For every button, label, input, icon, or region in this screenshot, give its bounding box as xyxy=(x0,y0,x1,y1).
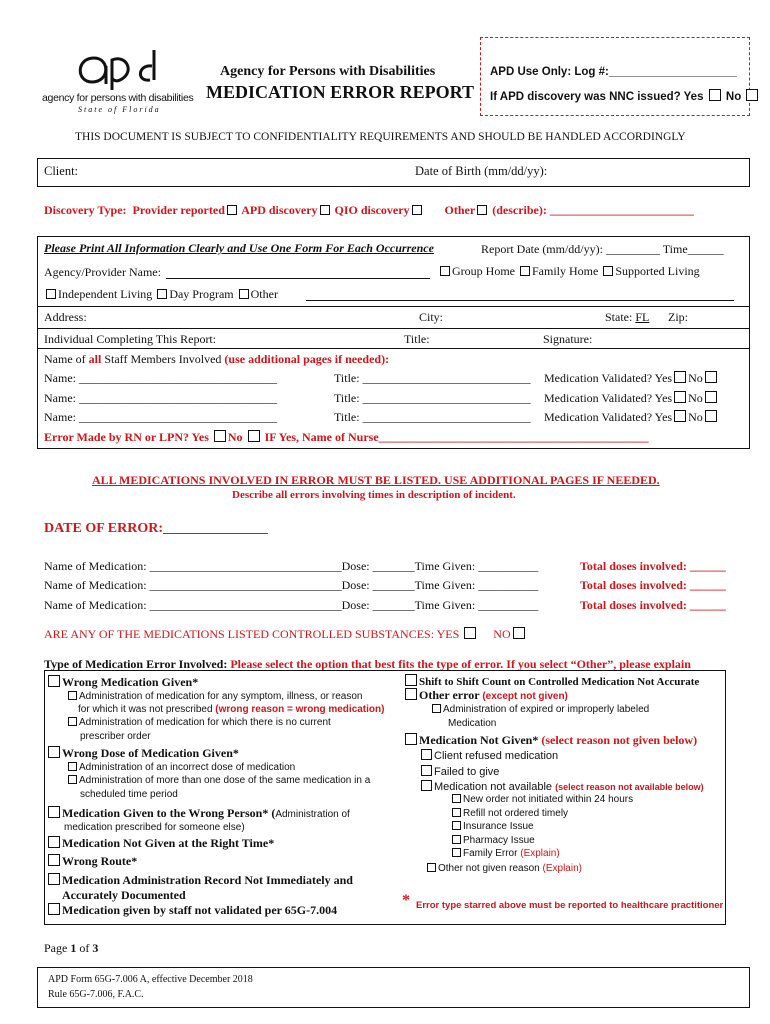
other-reason-option[interactable] xyxy=(427,863,582,874)
wrong-medication-checkbox[interactable] xyxy=(48,675,60,687)
independent-living-label: Independent Living xyxy=(58,287,153,301)
wrong-med-sub2-checkbox[interactable] xyxy=(68,717,77,726)
wrong-dose-sub1[interactable] xyxy=(68,762,295,773)
wrong-med-sub2-text: Administration of medication for which there is no current xyxy=(79,717,331,728)
rule-number: Rule 65G-7.006, F.A.C. xyxy=(48,989,144,1000)
family-error-checkbox[interactable] xyxy=(452,848,461,857)
staff-title-field-2[interactable]: Title: ____________________________ xyxy=(334,391,531,405)
discovery-apd-checkbox[interactable] xyxy=(320,205,330,215)
rn-no-label: No xyxy=(227,430,243,444)
staff-title-field-1[interactable]: Title: ____________________________ xyxy=(334,371,531,385)
medication-time-field[interactable]: Time Given: __________ xyxy=(414,578,539,592)
logo-line1: agency for persons with disabilities xyxy=(42,92,194,104)
medication-name-field[interactable]: Name of Medication: ________________________________ xyxy=(44,578,342,592)
state-value: FL xyxy=(635,310,650,324)
not-validated-label: Medication given by staff not validated per 65G-7.004 xyxy=(62,903,338,917)
staff-validated-3 xyxy=(544,410,719,425)
pharmacy-label: Pharmacy Issue xyxy=(463,835,535,846)
not-available-option[interactable] xyxy=(421,780,704,793)
medication-time-field[interactable]: Time Given: __________ xyxy=(414,598,539,612)
date-of-error[interactable]: DATE OF ERROR:_______________ xyxy=(44,521,268,536)
refused-checkbox[interactable] xyxy=(421,749,432,760)
staff-heading xyxy=(44,352,389,367)
staff-name-field[interactable]: Name: _________________________________ xyxy=(44,371,277,385)
other-setting-label: Other xyxy=(250,287,278,301)
nnc-no-label: No xyxy=(725,91,742,103)
failed-checkbox[interactable] xyxy=(421,765,432,776)
discovery-row xyxy=(44,203,694,218)
client-label[interactable]: Client: xyxy=(44,164,79,178)
group-home-label: Group Home xyxy=(452,264,515,278)
insurance-option[interactable] xyxy=(452,821,534,832)
refill-checkbox[interactable] xyxy=(452,808,461,817)
not-available-red: (select reason not available below) xyxy=(555,782,704,792)
setting-row-2 xyxy=(44,287,278,302)
medication-total-2[interactable]: Total doses involved: ______ xyxy=(580,578,726,592)
logo-line2: State of Florida xyxy=(78,105,161,114)
new-order-label: New order not initiated within 24 hours xyxy=(463,794,634,805)
discovery-label: Discovery Type: xyxy=(44,203,127,217)
medication-row-2 xyxy=(44,578,538,593)
shift-count-label: Shift to Shift Count on Controlled Medication Not Accurate xyxy=(419,676,700,688)
staff-note: (use additional pages if needed): xyxy=(224,352,390,366)
medication-row-1 xyxy=(44,559,538,574)
staff-validated-label: Medication Validated? Yes xyxy=(544,371,673,385)
medication-name-field[interactable]: Name of Medication: ________________________________ xyxy=(44,559,342,573)
family-home-checkbox[interactable] xyxy=(520,266,530,276)
staff-validated-yes-checkbox[interactable] xyxy=(674,371,686,383)
wrong-time-label: Medication Not Given at the Right Time* xyxy=(62,836,275,850)
medication-row-3 xyxy=(44,598,538,613)
wrong-med-sub1-text: Administration of medication for any symptom, illness, or reason xyxy=(79,691,363,702)
controlled-question: ARE ANY OF THE MEDICATIONS LISTED CONTROLLED SUBSTANCES: YES xyxy=(44,627,460,641)
apd-logo-mark xyxy=(40,44,200,92)
medication-dose-field[interactable]: Dose: _______ xyxy=(341,598,415,612)
individual-title-label[interactable]: Title: xyxy=(404,332,430,346)
mar-checkbox[interactable] xyxy=(48,873,60,885)
wrong-dose-sub1-text: Administration of an incorrect dose of medication xyxy=(79,762,296,773)
wrong-route-checkbox[interactable] xyxy=(48,854,60,866)
wrong-med-sub1-cont xyxy=(78,704,384,715)
wrong-dose-sub2-checkbox[interactable] xyxy=(68,775,77,784)
nnc-question: If APD discovery was NNC issued? Yes xyxy=(490,91,704,103)
rn-name-field[interactable]: IF Yes, Name of Nurse_____________________________________________ xyxy=(264,430,649,444)
wrong-medication-label: Wrong Medication Given* xyxy=(62,675,199,689)
wrong-time-checkbox[interactable] xyxy=(48,836,60,848)
staff-divider xyxy=(37,348,750,349)
independent-living-checkbox[interactable] xyxy=(46,289,56,299)
nnc-question-row xyxy=(490,89,760,103)
page-total: 3 xyxy=(92,941,99,955)
instruction-line: Please Print All Information Clearly and Use One Form For Each Occurrence xyxy=(44,241,434,255)
mar-option[interactable] xyxy=(46,873,353,888)
medication-name-field[interactable]: Name of Medication: ________________________________ xyxy=(44,598,342,612)
other-error-checkbox[interactable] xyxy=(405,688,417,700)
report-date[interactable]: Report Date (mm/dd/yy): _________ Time______ xyxy=(481,242,724,256)
wrong-time-option[interactable] xyxy=(46,836,274,851)
staff-validated-yes-checkbox[interactable] xyxy=(674,410,686,422)
confidentiality-notice: THIS DOCUMENT IS SUBJECT TO CONFIDENTIALITY REQUIREMENTS AND SHOULD BE HANDLED ACCORDINGLY xyxy=(75,131,686,143)
family-error-label: Family Error xyxy=(463,848,521,859)
staff-validated-no-label: No xyxy=(688,391,703,405)
wrong-dose-label: Wrong Dose of Medication Given* xyxy=(62,746,239,760)
page-number xyxy=(44,941,98,956)
footnote-text: Error type starred above must be reported to healthcare practitioner xyxy=(416,900,724,911)
other-reason-explain: (Explain) xyxy=(542,863,582,874)
insurance-label: Insurance Issue xyxy=(463,821,534,832)
not-given-label: Medication Not Given* xyxy=(419,733,542,747)
error-type-label: Type of Medication Error Involved: xyxy=(44,657,228,671)
not-available-checkbox[interactable] xyxy=(421,780,432,791)
error-type-instruction: Please select the option that best fits the type of error. If you select “Other”, please explain xyxy=(230,657,691,671)
wrong-person-sub2: medication prescribed for someone else) xyxy=(64,822,245,833)
not-given-red: (select reason not given below) xyxy=(541,733,698,747)
wrong-med-sub1-red: (wrong reason = wrong medication) xyxy=(215,704,385,715)
discovery-apd-label: APD discovery xyxy=(241,203,318,217)
wrong-dose-sub2-text: Administration of more than one dose of the same medication in a xyxy=(79,775,371,786)
expired-option[interactable] xyxy=(432,704,649,715)
describe-times-notice: Describe all errors involving times in description of incident. xyxy=(232,489,516,501)
wrong-dose-sub1-checkbox[interactable] xyxy=(68,762,77,771)
refused-label: Client refused medication xyxy=(434,750,559,762)
staff-validated-no-label: No xyxy=(688,371,703,385)
wrong-dose-option[interactable] xyxy=(46,746,239,761)
failed-option[interactable] xyxy=(421,765,499,778)
city-label[interactable]: City: xyxy=(419,310,444,324)
staff-validated-1 xyxy=(544,371,719,386)
nnc-yes-checkbox[interactable] xyxy=(709,89,721,101)
other-setting-line[interactable] xyxy=(306,300,734,301)
staff-name-field[interactable]: Name: _________________________________ xyxy=(44,391,277,405)
medication-dose-field[interactable]: Dose: _______ xyxy=(341,559,415,573)
supported-living-checkbox[interactable] xyxy=(603,266,613,276)
staff-validated-no-checkbox[interactable] xyxy=(705,391,717,403)
agency-name: Agency for Persons with Disabilities xyxy=(220,64,436,79)
refused-option[interactable] xyxy=(421,749,558,762)
expired-label: Administration of expired or improperly labeled xyxy=(443,704,650,715)
page-title: MEDICATION ERROR REPORT xyxy=(206,82,475,102)
discovery-provider-checkbox[interactable] xyxy=(227,205,237,215)
wrong-dose-sub2-cont: scheduled time period xyxy=(80,789,178,800)
not-available-label: Medication not available xyxy=(434,781,556,793)
wrong-med-sub1[interactable] xyxy=(68,691,362,702)
nnc-no-checkbox[interactable] xyxy=(746,89,758,101)
apd-logo xyxy=(40,44,200,118)
not-validated-checkbox[interactable] xyxy=(48,903,60,915)
pharmacy-checkbox[interactable] xyxy=(452,835,461,844)
agency-provider-label: Agency/Provider Name: xyxy=(44,265,161,279)
dob-label[interactable]: Date of Birth (mm/dd/yy): xyxy=(415,164,548,178)
staff-row-3 xyxy=(44,410,277,425)
wrong-person-label: Medication Given to the Wrong Person* ( xyxy=(62,806,276,820)
group-home-checkbox[interactable] xyxy=(440,266,450,276)
wrong-dose-sub2[interactable] xyxy=(68,775,370,786)
discovery-provider-label: Provider reported xyxy=(132,203,225,217)
address-label[interactable]: Address: xyxy=(44,310,87,324)
expired-checkbox[interactable] xyxy=(432,704,441,713)
other-reason-label: Other not given reason xyxy=(438,863,543,874)
wrong-person-checkbox[interactable] xyxy=(48,806,60,818)
staff-validated-yes-checkbox[interactable] xyxy=(674,391,686,403)
discovery-qio-checkbox[interactable] xyxy=(412,205,422,215)
medication-dose-field[interactable]: Dose: _______ xyxy=(341,578,415,592)
staff-validated-2 xyxy=(544,391,719,406)
staff-validated-label: Medication Validated? Yes xyxy=(544,391,673,405)
state-field[interactable] xyxy=(605,310,649,325)
staff-middle: Staff Members Involved xyxy=(101,352,225,366)
insurance-checkbox[interactable] xyxy=(452,821,461,830)
other-error-option[interactable] xyxy=(403,688,568,703)
refill-label: Refill not ordered timely xyxy=(463,808,569,819)
shift-count-checkbox[interactable] xyxy=(405,674,417,686)
family-error-option[interactable] xyxy=(452,848,560,859)
agency-provider-line[interactable] xyxy=(166,278,430,279)
rn-lpn-question: Error Made by RN or LPN? Yes xyxy=(44,430,209,444)
controlled-row xyxy=(44,627,527,642)
day-program-checkbox[interactable] xyxy=(157,289,167,299)
other-setting-checkbox[interactable] xyxy=(239,289,249,299)
client-box xyxy=(37,158,750,187)
not-given-checkbox[interactable] xyxy=(405,733,417,745)
wrong-person-option[interactable] xyxy=(46,806,350,821)
medication-total-3[interactable]: Total doses involved: ______ xyxy=(580,598,726,612)
wrong-route-option[interactable] xyxy=(46,854,137,869)
refill-option[interactable] xyxy=(452,808,568,819)
shift-count-option[interactable] xyxy=(403,674,699,688)
footnote-asterisk: * xyxy=(402,892,410,909)
staff-validated-label: Medication Validated? Yes xyxy=(544,410,673,424)
staff-all: all xyxy=(88,352,102,366)
individual-label[interactable]: Individual Completing This Report: xyxy=(44,332,217,346)
page-prefix: Page xyxy=(44,941,71,955)
staff-validated-no-checkbox[interactable] xyxy=(705,410,717,422)
rn-no-checkbox[interactable] xyxy=(248,430,260,442)
discovery-other-label: Other xyxy=(444,203,476,217)
new-order-checkbox[interactable] xyxy=(452,794,461,803)
wrong-med-sub2[interactable] xyxy=(68,717,331,728)
page-num: 1 xyxy=(70,941,77,955)
state-label: State: xyxy=(605,310,633,324)
wrong-person-sub: Administration of xyxy=(275,809,350,820)
staff-title-field-3[interactable]: Title: ____________________________ xyxy=(334,410,531,424)
page-of: of xyxy=(76,941,93,955)
controlled-yes-checkbox[interactable] xyxy=(464,627,476,639)
wrong-medication-option[interactable] xyxy=(46,675,198,690)
discovery-describe[interactable]: (describe): ________________________ xyxy=(492,203,694,217)
address-row xyxy=(37,306,750,307)
rn-lpn-row xyxy=(44,430,649,445)
staff-name-field[interactable]: Name: _________________________________ xyxy=(44,410,277,424)
wrong-dose-checkbox[interactable] xyxy=(48,746,60,758)
not-validated-option[interactable] xyxy=(46,903,337,918)
new-order-option[interactable] xyxy=(452,794,633,805)
staff-row-1 xyxy=(44,371,277,386)
staff-prefix: Name of xyxy=(44,352,89,366)
expired-cont: Medication xyxy=(448,718,497,729)
family-home-label: Family Home xyxy=(532,264,599,278)
supported-living-label: Supported Living xyxy=(615,264,700,278)
failed-label: Failed to give xyxy=(434,766,500,778)
staff-validated-no-label: No xyxy=(688,410,703,424)
staff-validated-no-checkbox[interactable] xyxy=(705,371,717,383)
discovery-other-checkbox[interactable] xyxy=(477,205,487,215)
setting-row-1 xyxy=(438,264,700,279)
other-reason-checkbox[interactable] xyxy=(427,863,436,872)
wrong-med-sub1-text2: for which it was not prescribed xyxy=(78,704,216,715)
controlled-no-checkbox[interactable] xyxy=(513,627,525,639)
medication-time-field[interactable]: Time Given: __________ xyxy=(414,559,539,573)
controlled-no-label: NO xyxy=(493,627,511,641)
discovery-qio-label: QIO discovery xyxy=(334,203,410,217)
staff-row-2 xyxy=(44,391,277,406)
wrong-route-label: Wrong Route* xyxy=(62,854,138,868)
day-program-label: Day Program xyxy=(169,287,234,301)
wrong-med-sub2-cont: prescriber order xyxy=(80,731,151,742)
medication-total-1[interactable]: Total doses involved: ______ xyxy=(580,559,726,573)
family-error-explain: (Explain) xyxy=(520,848,560,859)
mar-cont: Accurately Documented xyxy=(62,888,186,902)
zip-label[interactable]: Zip: xyxy=(668,310,688,324)
form-number: APD Form 65G-7.006 A, effective December 2018 xyxy=(48,974,253,985)
individual-row xyxy=(37,328,750,329)
wrong-med-sub1-checkbox[interactable] xyxy=(68,691,77,700)
pharmacy-option[interactable] xyxy=(452,835,535,846)
not-given-option[interactable] xyxy=(403,733,697,748)
apd-log-number: APD Use Only: Log #:____________________ xyxy=(490,66,737,78)
all-medications-notice: ALL MEDICATIONS INVOLVED IN ERROR MUST BE LISTED. USE ADDITIONAL PAGES IF NEEDED. xyxy=(92,473,660,487)
other-error-red: (except not given) xyxy=(482,691,568,702)
mar-label: Medication Administration Record Not Immediately and xyxy=(62,873,353,887)
other-error-label: Other error xyxy=(419,688,483,702)
rn-yes-checkbox[interactable] xyxy=(214,430,226,442)
signature-label[interactable]: Signature: xyxy=(543,332,593,346)
